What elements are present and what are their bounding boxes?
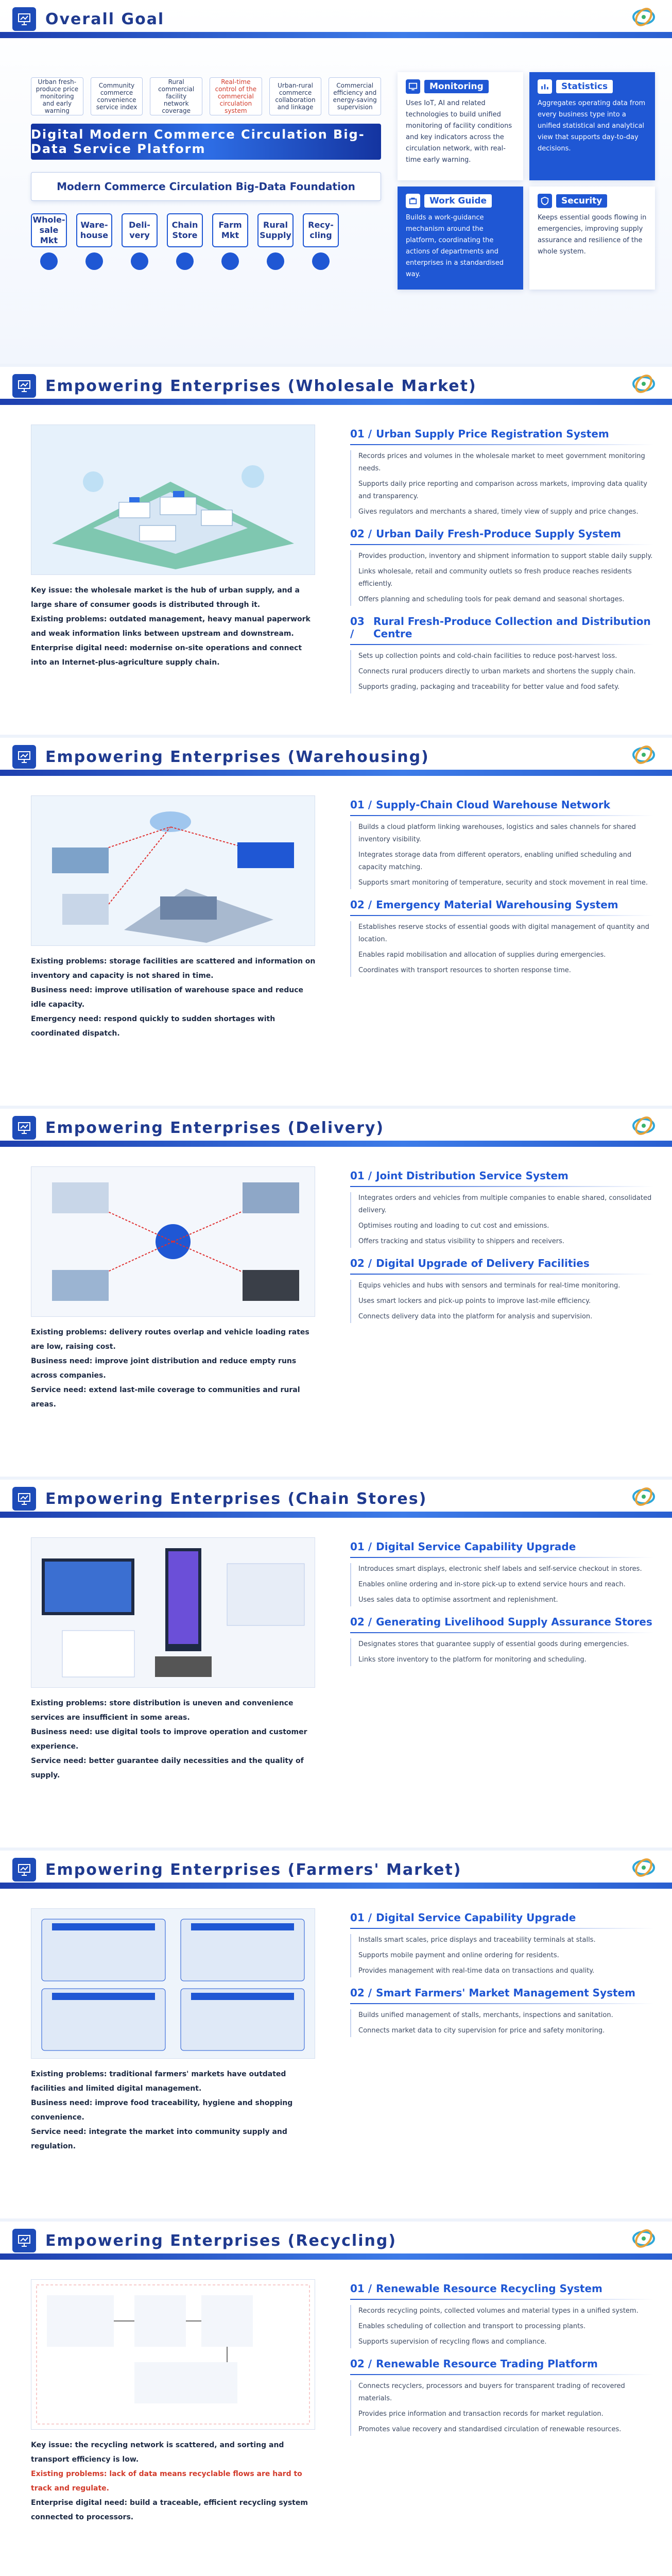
- feature-paragraph: Introduces smart displays, electronic shelf labels and self-service checkout in stores.: [358, 1565, 642, 1573]
- feature-list: [350, 1902, 654, 2040]
- feature-number: 01 /: [350, 1540, 372, 1553]
- feature-heading: [350, 615, 654, 640]
- section-title: Empowering Enterprises (Warehousing): [45, 748, 429, 766]
- problem-line: Key issue: the wholesale market is the hub of urban supply, and a large share of consumer goods is distributed through it.: [31, 586, 300, 609]
- slide-header: [0, 1851, 672, 1889]
- presentation-board-icon: [12, 1487, 36, 1511]
- feature-divider: [350, 1928, 654, 1929]
- goal-box: Urban fresh-produce price monitoring and early warning: [31, 77, 83, 115]
- tile-label: Farm Mkt: [212, 213, 248, 247]
- section-title: Empowering Enterprises (Chain Stores): [45, 1489, 427, 1508]
- feature-divider: [350, 1632, 654, 1633]
- slide-header: [0, 2222, 672, 2260]
- feature-paragraph: Offers tracking and status visibility to shippers and receivers.: [358, 1238, 565, 1245]
- goal-box: Community commerce convenience service index: [91, 77, 143, 115]
- feature-heading: [350, 2358, 654, 2370]
- business-tile: [212, 213, 248, 270]
- feature-divider: [350, 1274, 654, 1275]
- business-tile: [303, 213, 339, 270]
- problem-statement: [31, 1325, 319, 1412]
- problem-statement: [31, 2438, 319, 2524]
- feature-paragraph: Supports mobile payment and online ordering for residents.: [358, 1952, 559, 1959]
- header-bar: [0, 32, 672, 38]
- slide-section: [0, 1851, 672, 2222]
- header-bar: [0, 770, 672, 776]
- feature-paragraph: Links wholesale, retail and community outlets so fresh produce reaches residents efficiently.: [358, 568, 632, 588]
- presentation-board-icon: [12, 2229, 36, 2252]
- feature-heading: [350, 2282, 654, 2295]
- tile-label: Chain Store: [167, 213, 203, 247]
- feature-paragraph: Provides management with real-time data on transactions and quality.: [358, 1967, 595, 1975]
- feature-paragraph: Connects delivery data into the platform for analysis and supervision.: [358, 1313, 593, 1320]
- feature-description: [350, 1638, 654, 1666]
- problem-line: Existing problems: lack of data means recyclable flows are hard to track and regulate.: [31, 2470, 302, 2493]
- foundation-banner: Modern Commerce Circulation Big-Data Foundation: [31, 172, 381, 201]
- problem-line: Enterprise digital need: modernise on-site operations and connect into an Internet-plus-agriculture supply chain.: [31, 644, 302, 667]
- feature-description: [350, 2305, 654, 2348]
- brand-ring-logo-icon: [629, 2227, 659, 2250]
- slide-header: [0, 0, 672, 38]
- chart-icon: [538, 79, 552, 94]
- feature-title: Emergency Material Warehousing System: [376, 899, 618, 911]
- header-bar: [0, 2253, 672, 2260]
- feature-paragraph: Supports daily price reporting and comparison across markets, improving data quality and transparency.: [358, 480, 647, 500]
- problem-line: Existing problems: store distribution is uneven and convenience services are insufficient in some areas.: [31, 1699, 294, 1722]
- work-icon: [406, 194, 420, 208]
- feature-number: 02 /: [350, 2358, 372, 2370]
- brand-ring-logo-icon: [629, 1856, 659, 1879]
- slide-section: [0, 1109, 672, 1480]
- goal-box: Rural commercial facility network coverage: [150, 77, 202, 115]
- card-title: Security: [556, 194, 607, 208]
- tile-label: Whole-sale Mkt: [31, 213, 67, 247]
- feature-number: 02 /: [350, 528, 372, 540]
- feature-description: [350, 2009, 654, 2037]
- feature-list: [350, 1160, 654, 1326]
- feature-description: [350, 2380, 654, 2436]
- feature-paragraph: Supports grading, packaging and traceability for better value and food safety.: [358, 683, 620, 691]
- feature-number: 01 /: [350, 428, 372, 440]
- header-bar: [0, 1141, 672, 1147]
- card-text: Keeps essential goods flowing in emergencies, improving supply assurance and resilience of the whole system.: [538, 214, 647, 256]
- card-text: Uses IoT, AI and related technologies to build unified monitoring of facility conditions and key indicators across the circulation network, with real-time early warning.: [406, 99, 512, 164]
- card-title: Monitoring: [424, 80, 489, 93]
- feature-heading: [350, 899, 654, 911]
- brand-ring-logo-icon: [629, 743, 659, 767]
- feature-heading: [350, 528, 654, 540]
- illustration: [31, 1908, 315, 2059]
- goal-box: Real-time control of the commercial circulation system: [210, 77, 262, 115]
- feature-paragraph: Establishes reserve stocks of essential goods with digital management of quantity and location.: [358, 923, 649, 943]
- feature-paragraph: Enables rapid mobilisation and allocation of supplies during emergencies.: [358, 951, 606, 959]
- feature-description: [350, 921, 654, 977]
- feature-divider: [350, 2299, 654, 2300]
- feature-list: [350, 2273, 654, 2439]
- problem-line: Existing problems: outdated management, heavy manual paperwork and weak information links between upstream and downstream.: [31, 615, 311, 638]
- feature-divider: [350, 815, 654, 816]
- feature-paragraph: Connects market data to city supervision for price and safety monitoring.: [358, 2027, 605, 2035]
- feature-description: [350, 1934, 654, 1977]
- feature-number: 02 /: [350, 1987, 372, 1999]
- problem-line: Service need: integrate the market into community supply and regulation.: [31, 2128, 287, 2150]
- feature-description: [350, 1192, 654, 1248]
- feature-title: Digital Upgrade of Delivery Facilities: [376, 1257, 590, 1269]
- illustration: [31, 1166, 315, 1317]
- business-tile: [76, 213, 112, 270]
- feature-paragraph: Offers planning and scheduling tools for peak demand and seasonal shortages.: [358, 596, 625, 603]
- feature-title: Digital Service Capability Upgrade: [376, 1911, 576, 1924]
- tile-icon: [312, 252, 330, 270]
- feature-paragraph: Records prices and volumes in the wholesale market to meet government monitoring needs.: [358, 452, 645, 472]
- illustration: [31, 795, 315, 946]
- brand-ring-logo-icon: [629, 1485, 659, 1509]
- presentation-board-icon: [12, 1116, 36, 1140]
- business-tile: [257, 213, 294, 270]
- feature-heading: [350, 428, 654, 440]
- section-title: Empowering Enterprises (Delivery): [45, 1118, 385, 1137]
- feature-title: Joint Distribution Service System: [376, 1170, 568, 1182]
- page-title: Overall Goal: [45, 10, 165, 28]
- tile-label: Rural Supply: [257, 213, 294, 247]
- tile-icon: [221, 252, 239, 270]
- card-statistics: [529, 72, 655, 180]
- feature-paragraph: Builds unified management of stalls, merchants, inspections and sanitation.: [358, 2011, 613, 2019]
- problem-line: Existing problems: storage facilities are scattered and information on inventory and capacity is not shared in time.: [31, 957, 316, 980]
- feature-paragraph: Provides price information and transaction records for market regulation.: [358, 2410, 604, 2418]
- tile-icon: [267, 252, 284, 270]
- problem-statement: [31, 1696, 319, 1783]
- feature-description: [350, 650, 654, 693]
- feature-number: 02 /: [350, 899, 372, 911]
- business-tile: [122, 213, 158, 270]
- section-title: Empowering Enterprises (Wholesale Market): [45, 377, 477, 395]
- feature-paragraph: Supports supervision of recycling flows and compliance.: [358, 2338, 547, 2346]
- feature-divider: [350, 2003, 654, 2004]
- slide-header: [0, 1109, 672, 1147]
- feature-paragraph: Coordinates with transport resources to shorten response time.: [358, 967, 571, 974]
- platform-banner: Digital Modern Commerce Circulation Big-Data Service Platform: [31, 124, 381, 160]
- feature-divider: [350, 915, 654, 916]
- feature-heading: [350, 1170, 654, 1182]
- feature-heading: [350, 799, 654, 811]
- feature-list: [350, 1531, 654, 1669]
- feature-heading: [350, 1540, 654, 1553]
- feature-number: 03 /: [350, 615, 365, 640]
- problem-line: Key issue: the recycling network is scattered, and sorting and transport efficiency is low.: [31, 2441, 284, 2464]
- feature-description: [350, 550, 654, 606]
- tile-label: Ware-house: [76, 213, 112, 247]
- card-text: Builds a work-guidance mechanism around the platform, coordinating the actions of departments and enterprises in a standardised way.: [406, 214, 504, 278]
- slide-section: [0, 738, 672, 1109]
- presentation-board-icon: [12, 745, 36, 769]
- feature-paragraph: Designates stores that guarantee supply of essential goods during emergencies.: [358, 1640, 629, 1648]
- feature-title: Digital Service Capability Upgrade: [376, 1540, 576, 1553]
- feature-paragraph: Links store inventory to the platform for monitoring and scheduling.: [358, 1656, 587, 1664]
- problem-statement: [31, 583, 319, 670]
- problem-line: Service need: extend last-mile coverage to communities and rural areas.: [31, 1386, 300, 1409]
- card-security: [529, 187, 655, 290]
- feature-number: 01 /: [350, 1170, 372, 1182]
- card-title: Statistics: [556, 80, 613, 93]
- feature-title: Rural Fresh-Produce Collection and Distribution Centre: [373, 615, 651, 640]
- monitor-icon: [406, 79, 420, 94]
- slide-header: [0, 1480, 672, 1518]
- feature-heading: [350, 1987, 654, 1999]
- problem-line: Business need: improve joint distribution and reduce empty runs across companies.: [31, 1357, 297, 1380]
- business-tile: [31, 213, 67, 270]
- feature-title: Renewable Resource Recycling System: [376, 2282, 602, 2295]
- illustration: [31, 1537, 315, 1688]
- feature-paragraph: Connects recyclers, processors and buyers for transparent trading of recovered materials.: [358, 2382, 625, 2402]
- section-title: Empowering Enterprises (Farmers' Market): [45, 1860, 462, 1879]
- feature-description: [350, 450, 654, 518]
- feature-paragraph: Sets up collection points and cold-chain facilities to reduce post-harvest loss.: [358, 652, 617, 660]
- feature-divider: [350, 2374, 654, 2375]
- feature-paragraph: Uses smart lockers and pick-up points to improve last-mile efficiency.: [358, 1297, 591, 1305]
- feature-heading: [350, 1616, 654, 1628]
- problem-line: Business need: use digital tools to improve operation and customer experience.: [31, 1728, 307, 1751]
- problem-line: Service need: better guarantee daily necessities and the quality of supply.: [31, 1757, 304, 1780]
- card-title: Work Guide: [424, 194, 492, 208]
- tile-icon: [131, 252, 148, 270]
- feature-title: Supply-Chain Cloud Warehouse Network: [376, 799, 611, 811]
- problem-line: Emergency need: respond quickly to sudden shortages with coordinated dispatch.: [31, 1015, 275, 1038]
- feature-divider: [350, 1557, 654, 1558]
- feature-paragraph: Integrates storage data from different operators, enabling unified scheduling and capacity matching.: [358, 851, 632, 871]
- header-bar: [0, 399, 672, 405]
- feature-list: [350, 418, 654, 697]
- illustration: [31, 2279, 315, 2430]
- goal-box: Urban-rural commerce collaboration and linkage: [269, 77, 322, 115]
- feature-title: Urban Daily Fresh-Produce Supply System: [376, 528, 621, 540]
- feature-title: Urban Supply Price Registration System: [376, 428, 609, 440]
- slide-header: [0, 738, 672, 776]
- slide-overall-goal: [0, 0, 672, 367]
- header-bar: [0, 1883, 672, 1889]
- illustration: [31, 425, 315, 575]
- problem-line: Existing problems: traditional farmers' markets have outdated facilities and limited digital management.: [31, 2070, 286, 2093]
- architecture-diagram: [31, 77, 381, 270]
- slide-section: [0, 1480, 672, 1851]
- card-work-guide: [398, 187, 523, 290]
- tile-label: Deli-very: [122, 213, 158, 247]
- slide-header: [0, 367, 672, 405]
- feature-number: 02 /: [350, 1257, 372, 1269]
- feature-heading: [350, 1911, 654, 1924]
- feature-divider: [350, 644, 654, 645]
- feature-paragraph: Optimises routing and loading to cut cost and emissions.: [358, 1222, 549, 1230]
- feature-paragraph: Installs smart scales, price displays and traceability terminals at stalls.: [358, 1936, 596, 1944]
- problem-line: Enterprise digital need: build a traceable, efficient recycling system connected to processors.: [31, 2499, 308, 2521]
- header-bar: [0, 1512, 672, 1518]
- problem-statement: [31, 2067, 319, 2154]
- brand-ring-logo-icon: [629, 1114, 659, 1138]
- feature-number: 02 /: [350, 1616, 372, 1628]
- feature-list: [350, 789, 654, 980]
- presentation-board-icon: [12, 7, 36, 31]
- slide-section: [0, 2222, 672, 2576]
- feature-paragraph: Supports smart monitoring of temperature, security and stock movement in real time.: [358, 879, 648, 887]
- feature-paragraph: Builds a cloud platform linking warehouses, logistics and sales channels for shared inventory visibility.: [358, 823, 636, 843]
- feature-paragraph: Integrates orders and vehicles from multiple companies to enable shared, consolidated delivery.: [358, 1194, 652, 1214]
- feature-number: 01 /: [350, 2282, 372, 2295]
- feature-paragraph: Gives regulators and merchants a shared, timely view of supply and price changes.: [358, 508, 639, 516]
- presentation-board-icon: [12, 1858, 36, 1882]
- feature-number: 01 /: [350, 1911, 372, 1924]
- feature-paragraph: Equips vehicles and hubs with sensors and terminals for real-time monitoring.: [358, 1282, 621, 1290]
- business-tiles: [31, 213, 381, 270]
- feature-paragraph: Enables scheduling of collection and transport to processing plants.: [358, 2323, 586, 2330]
- feature-description: [350, 821, 654, 889]
- feature-number: 01 /: [350, 799, 372, 811]
- tile-icon: [176, 252, 194, 270]
- feature-paragraph: Records recycling points, collected volumes and material types in a unified system.: [358, 2307, 639, 2315]
- problem-line: Business need: improve food traceability, hygiene and shopping convenience.: [31, 2099, 293, 2122]
- shield-icon: [538, 194, 552, 208]
- feature-heading: [350, 1257, 654, 1269]
- feature-divider: [350, 544, 654, 545]
- feature-title: Generating Livelihood Supply Assurance Stores: [376, 1616, 652, 1628]
- feature-paragraph: Enables online ordering and in-store pick-up to extend service hours and reach.: [358, 1581, 626, 1588]
- goal-box: Commercial efficiency and energy-saving supervision: [329, 77, 381, 115]
- feature-divider: [350, 1186, 654, 1187]
- card-text: Aggregates operating data from every business type into a unified statistical and analytical view that supports day-to-day decisions.: [538, 99, 646, 152]
- feature-description: [350, 1563, 654, 1606]
- sections-container: [0, 367, 672, 2576]
- problem-statement: [31, 954, 319, 1041]
- presentation-board-icon: [12, 374, 36, 398]
- brand-ring-logo-icon: [629, 5, 659, 29]
- section-title: Empowering Enterprises (Recycling): [45, 2231, 397, 2250]
- feature-paragraph: Connects rural producers directly to urban markets and shortens the supply chain.: [358, 668, 636, 675]
- business-tile: [167, 213, 203, 270]
- card-monitoring: [398, 72, 523, 180]
- top-boxes: [31, 77, 381, 115]
- feature-divider: [350, 444, 654, 445]
- feature-paragraph: Promotes value recovery and standardised circulation of renewable resources.: [358, 2426, 622, 2433]
- tile-icon: [40, 252, 58, 270]
- tile-label: Recy-cling: [303, 213, 339, 247]
- problem-line: Existing problems: delivery routes overlap and vehicle loading rates are low, raising cost.: [31, 1328, 309, 1351]
- tile-icon: [85, 252, 103, 270]
- feature-paragraph: Uses sales data to optimise assortment and replenishment.: [358, 1596, 558, 1604]
- problem-line: Business need: improve utilisation of warehouse space and reduce idle capacity.: [31, 986, 304, 1009]
- slide-section: [0, 367, 672, 738]
- feature-title: Renewable Resource Trading Platform: [376, 2358, 598, 2370]
- feature-description: [350, 1280, 654, 1323]
- feature-paragraph: Provides production, inventory and shipment information to support stable daily supply.: [358, 552, 653, 560]
- feature-title: Smart Farmers' Market Management System: [376, 1987, 635, 1999]
- brand-ring-logo-icon: [629, 372, 659, 396]
